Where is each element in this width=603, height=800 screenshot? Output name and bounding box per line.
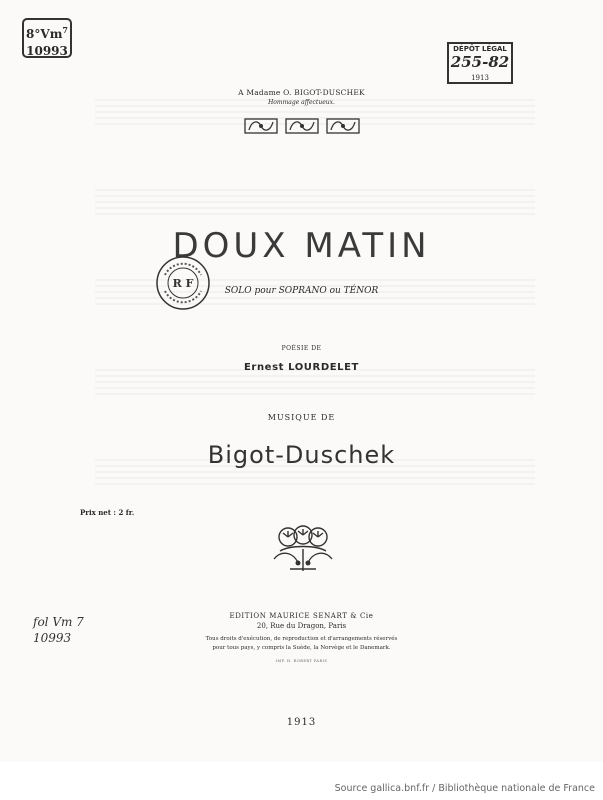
dedication-sub: Hommage affectueux. <box>268 99 335 106</box>
printer-line: IMP. H. ROBERT PARIS <box>275 659 328 663</box>
publication-year: 1913 <box>286 717 317 728</box>
subtitle: SOLO pour SOPRANO ou TÉNOR <box>224 286 379 296</box>
shelfmark-line1: 8°Vm <box>26 27 63 41</box>
handwritten-line1: fol Vm 7 <box>33 615 84 629</box>
rights-line-2: pour tous pays, y compris la Suède, la Norvège et le Danemark. <box>212 645 391 651</box>
legal-deposit-year: 1913 <box>471 74 489 82</box>
shelfmark-sup: 7 <box>62 25 68 35</box>
shelfmark-stamp <box>22 18 72 58</box>
music-label: MUSIQUE DE <box>267 413 336 422</box>
price-label: Prix net : 2 fr. <box>80 508 135 517</box>
handwritten-line2: 10993 <box>33 631 72 645</box>
poetry-label: POÉSIE DE <box>281 345 322 352</box>
composer-name: Bigot-Duschek <box>207 441 396 469</box>
svg-text:R F: R F <box>172 277 194 290</box>
source-caption: Source gallica.bnf.fr / Bibliothèque nationale de France <box>334 783 595 794</box>
legal-deposit-stamp <box>447 42 513 84</box>
poet-name: Ernest LOURDELET <box>244 362 359 373</box>
legal-deposit-number: 255-82 <box>450 53 510 71</box>
dedication-line: A Madame O. BIGOT-DUSCHEK <box>238 88 365 97</box>
legal-deposit-label: DÉPÔT LÉGAL <box>453 45 507 53</box>
publisher-address: 20, Rue du Dragon, Paris <box>256 622 347 630</box>
publisher-name: EDITION MAURICE SENART & Cie <box>229 612 374 620</box>
library-seal-icon <box>155 255 211 311</box>
page-title: DOUX MATIN <box>172 226 431 266</box>
shelfmark-line2: 10993 <box>26 44 68 58</box>
ornament-band-icon <box>244 118 360 134</box>
floral-fleuron-icon <box>268 525 338 573</box>
rights-line-1: Tous droits d'exécution, de reproduction et d'arrangements réservés <box>205 636 398 642</box>
